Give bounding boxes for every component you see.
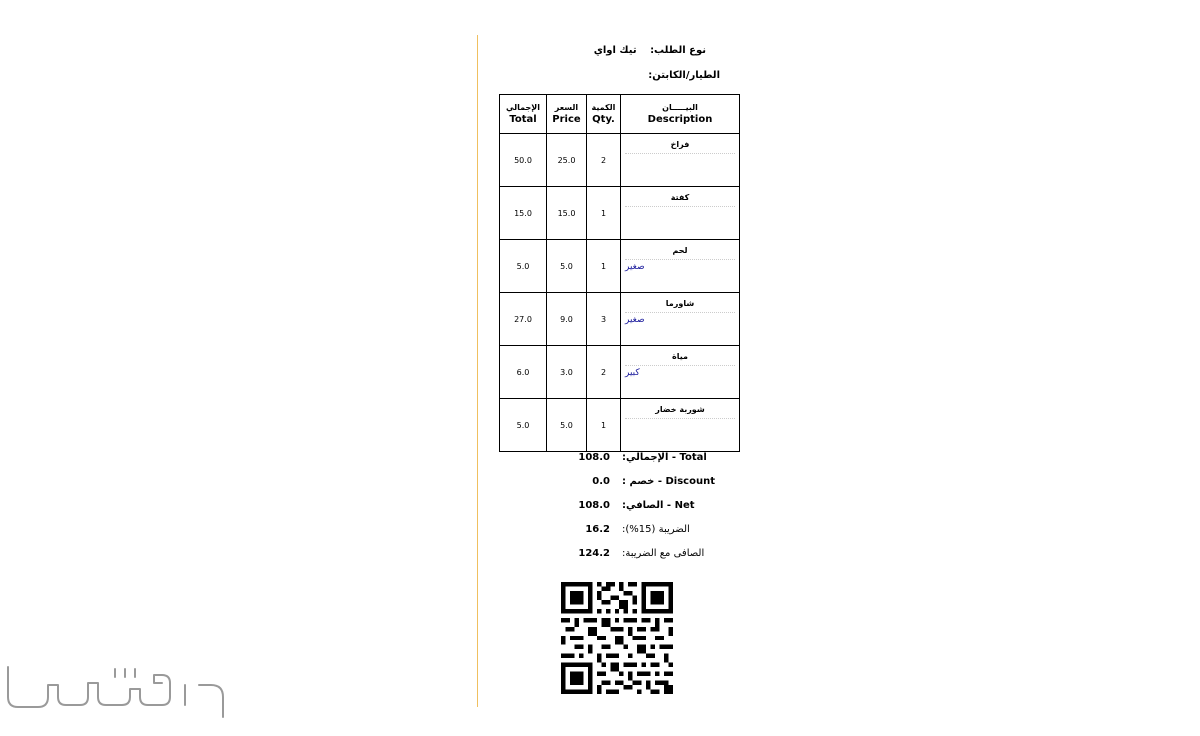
row-price: 9.0 [547, 293, 587, 346]
summary-net-row [560, 500, 760, 524]
row-price: 15.0 [547, 187, 587, 240]
driver-label: الطيار/الكابتن: [648, 70, 720, 81]
col-price-ar: السعر [554, 103, 579, 112]
col-total-en: Total [509, 114, 537, 125]
row-price: 5.0 [547, 399, 587, 452]
order-type-row [594, 45, 706, 56]
row-qty: 3 [587, 293, 621, 346]
col-desc-en: Description [647, 114, 713, 125]
table-row [500, 346, 740, 399]
total-label: Total - الإجمالي: [622, 452, 707, 463]
row-total: 27.0 [500, 293, 547, 346]
net-value: 108.0 [578, 500, 610, 511]
order-type-label: نوع الطلب: [650, 45, 706, 56]
item-note: صغير [625, 262, 645, 272]
summary-net-tax-row [560, 548, 760, 572]
table-row [500, 399, 740, 452]
discount-value: 0.0 [592, 476, 610, 487]
net-tax-label: الصافى مع الضريبة: [622, 548, 705, 559]
item-name: فراخ [625, 134, 735, 154]
row-description [621, 134, 740, 187]
page-divider-line [477, 35, 478, 707]
tax-label: الضريبة (15%): [622, 524, 690, 535]
item-name: شوربة خضار [625, 399, 735, 419]
row-total: 6.0 [500, 346, 547, 399]
tax-value: 16.2 [585, 524, 610, 535]
table-row [500, 293, 740, 346]
item-name: كفتة [625, 187, 735, 207]
net-tax-value: 124.2 [578, 548, 610, 559]
row-description [621, 293, 740, 346]
col-price-en: Price [552, 114, 581, 125]
col-desc-ar: البيـــــان [662, 103, 698, 112]
item-note [625, 419, 735, 421]
driver-row [648, 70, 720, 81]
table-row [500, 134, 740, 187]
row-qty: 2 [587, 134, 621, 187]
row-total: 50.0 [500, 134, 547, 187]
summary-tax-row [560, 524, 760, 548]
row-description [621, 399, 740, 452]
row-description [621, 346, 740, 399]
col-qty-en: Qty. [592, 114, 615, 125]
col-total-header [500, 95, 547, 134]
row-description [621, 187, 740, 240]
row-total: 15.0 [500, 187, 547, 240]
item-name: شاورما [625, 293, 735, 313]
item-name: لحم [625, 240, 735, 260]
summary-discount-row [560, 476, 760, 500]
col-desc-header [621, 95, 740, 134]
row-price: 5.0 [547, 240, 587, 293]
table-row [500, 240, 740, 293]
item-note [625, 154, 735, 156]
row-price: 3.0 [547, 346, 587, 399]
item-name: مياة [625, 346, 735, 366]
col-qty-header [587, 95, 621, 134]
qr-code-icon [561, 582, 673, 694]
totals-summary [560, 452, 760, 572]
watermark-logo-icon [5, 659, 233, 719]
col-total-ar: الإجمالي [506, 103, 540, 112]
row-total: 5.0 [500, 399, 547, 452]
summary-total-row [560, 452, 760, 476]
items-table [499, 94, 740, 452]
item-note: كبير [625, 368, 640, 378]
item-note: صغير [625, 315, 645, 325]
order-type-value: تيك اواي [593, 45, 637, 56]
col-qty-ar: الكمية [591, 103, 616, 112]
row-price: 25.0 [547, 134, 587, 187]
row-description [621, 240, 740, 293]
row-qty: 1 [587, 240, 621, 293]
row-qty: 1 [587, 187, 621, 240]
table-row [500, 187, 740, 240]
net-label: Net - الصافي: [622, 500, 695, 511]
table-header-row [500, 95, 740, 134]
row-qty: 1 [587, 399, 621, 452]
row-qty: 2 [587, 346, 621, 399]
row-total: 5.0 [500, 240, 547, 293]
discount-label: Discount - خصم : [622, 476, 715, 487]
total-value: 108.0 [578, 452, 610, 463]
item-note [625, 207, 735, 209]
col-price-header [547, 95, 587, 134]
